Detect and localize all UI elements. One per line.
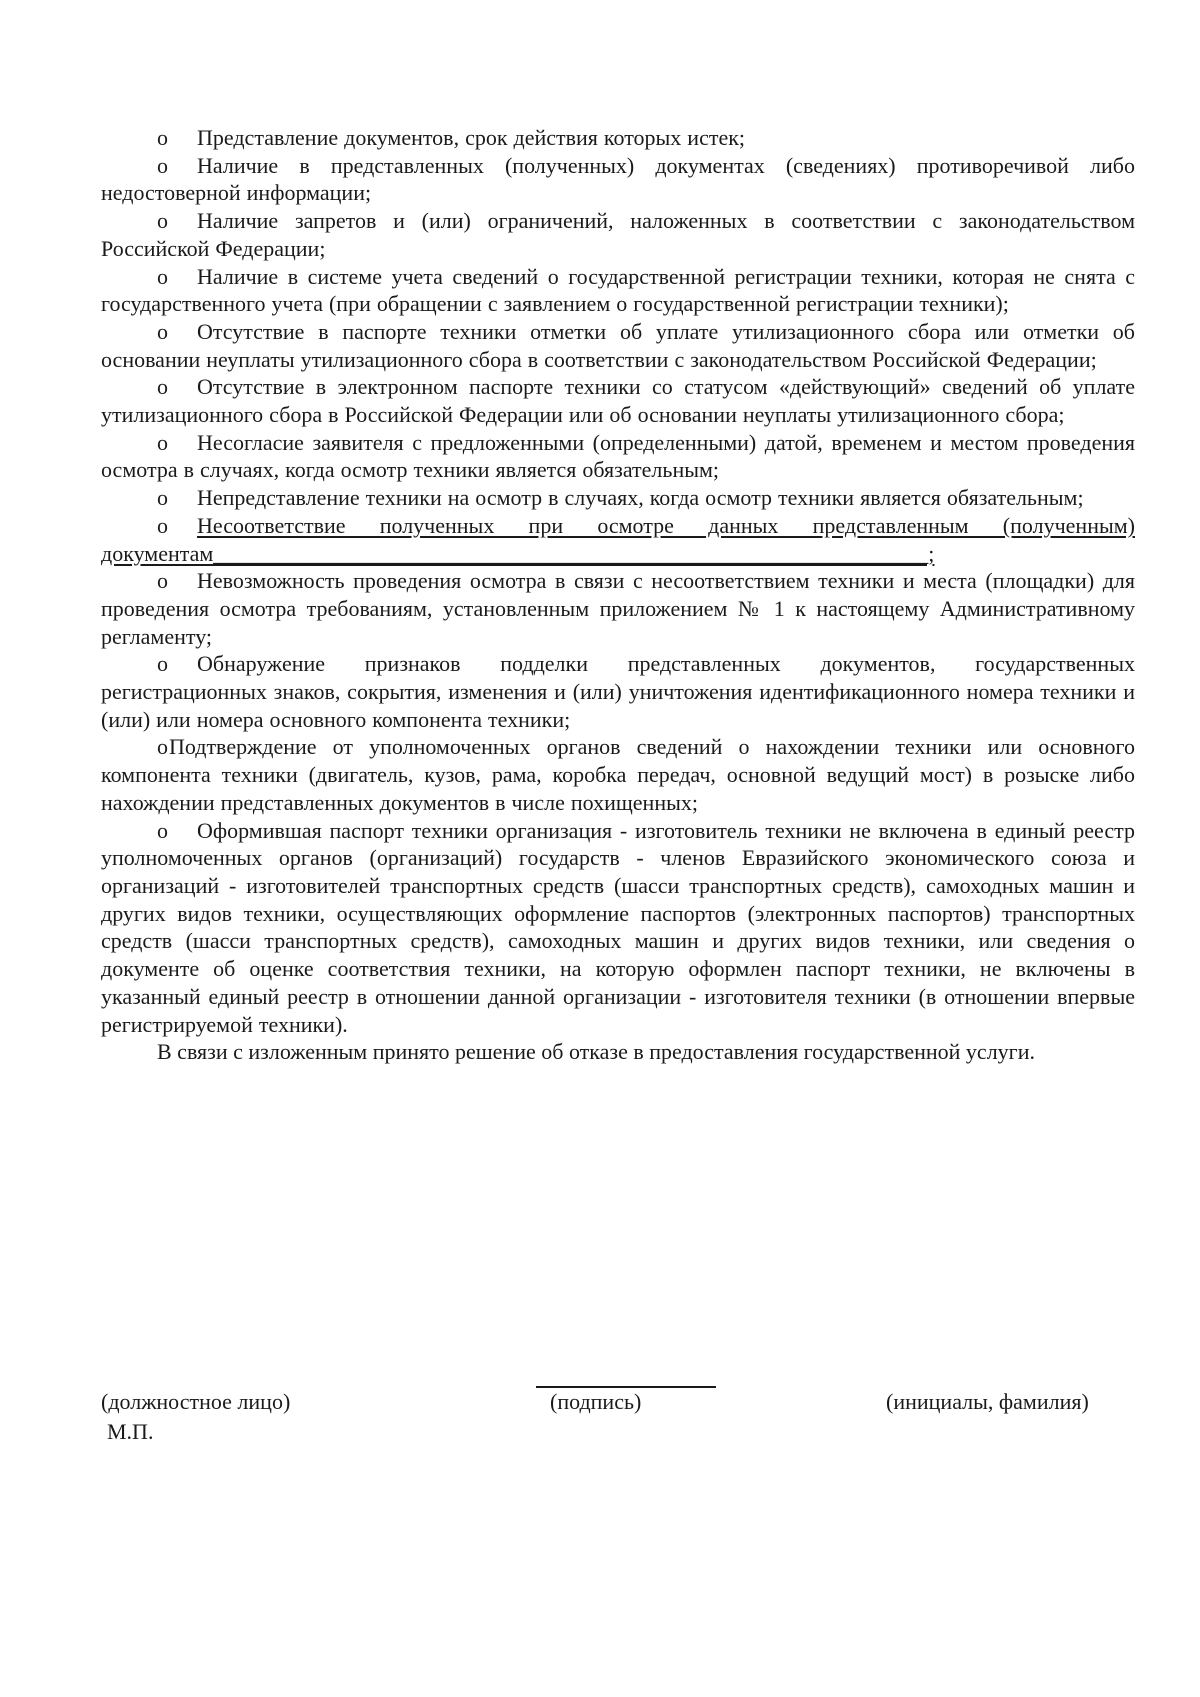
reason-text: Обнаружение признаков подделки представленных документов, государственных регистрационных знаков, сокрытия, изменения и (или) уничтожения идентификационного номера техники и (или) или номера основного компонента техники; <box>101 651 1135 732</box>
reason-text: Подтверждение от уполномоченных органов сведений о нахождении техники или основного компонента техники (двигатель, кузов, рама, коробка передач, основной ведущий мост) в розыске либо нахождении представленных документов в числе похищенных; <box>101 734 1135 815</box>
reason-item <box>101 650 1135 733</box>
official-label: (должностное лицо) <box>101 1389 291 1414</box>
reason-text: Невозможность проведения осмотра в связи с несоответствием техники и места (площадки) для проведения осмотра требованиям, установленным приложением № 1 к настоящему Административному регламенту; <box>101 568 1135 649</box>
reason-item <box>101 733 1135 816</box>
reason-text: Наличие запретов и (или) ограничений, наложенных в соответствии с законодательством Российской Федерации; <box>101 208 1135 261</box>
name-label: (инициалы, фамилия) <box>886 1389 1089 1414</box>
reason-text: Непредставление техники на осмотр в случаях, когда осмотр техники является обязательным; <box>197 485 1084 511</box>
bullet-marker: o <box>157 429 168 455</box>
bullet-marker: o <box>157 374 168 400</box>
bullet-marker: o <box>157 512 168 538</box>
reason-text: Представление документов, срок действия которых истек; <box>197 125 746 150</box>
reason-item <box>101 817 1135 1039</box>
bullet-marker: o <box>157 734 168 760</box>
bullet-marker: o <box>157 485 168 511</box>
bullet-marker: o <box>157 208 168 234</box>
reason-item <box>101 567 1135 650</box>
bullet-marker: o <box>157 817 168 843</box>
signature-line <box>536 1386 716 1388</box>
reason-text: Несогласие заявителя с предложенными (определенными) датой, временем и местом проведения осмотра в случаях, когда осмотр техники является обязательным; <box>101 429 1135 483</box>
bullet-marker: o <box>157 568 168 594</box>
signature-label: (подпись) <box>550 1389 642 1414</box>
bullet-marker: o <box>157 318 168 344</box>
reason-item <box>101 263 1135 318</box>
reason-item <box>101 318 1135 373</box>
reason-text-underlined: Несоответствие полученных при осмотре данных представленным (полученным) документам_________________________________________________________________; <box>101 512 1135 566</box>
conclusion-text: В связи с изложенным принято решение об отказе в предоставления государственной услуги. <box>157 1039 1035 1065</box>
reason-item <box>101 373 1135 428</box>
stamp-label: М.П. <box>107 1419 154 1444</box>
bullet-marker: o <box>157 125 168 150</box>
bullet-marker: o <box>157 263 168 289</box>
reason-item <box>101 484 1135 512</box>
reason-item <box>101 512 1135 567</box>
bullet-marker: o <box>157 651 168 677</box>
reason-text: Наличие в представленных (полученных) документах (сведениях) противоречивой либо недостоверной информации; <box>101 152 1135 206</box>
reason-text: Оформившая паспорт техники организация - изготовитель техники не включена в единый реестр уполномоченных органов (организаций) государств - членов Евразийского экономического союза и организаций - изготовителей транспортных средств (шасси транспортных средств), самоходных машин и других видов техники, осуществляющих оформление паспортов (электронных паспортов) транспортных средств (шасси транспортных средств), самоходных машин и других видов техники, или сведения о документе об оценке соответствия техники, на которую оформлен паспорт техники, не включены в указанный единый реестр в отношении данной организации - изготовителя техники (в отношении впервые регистрируемой техники). <box>101 817 1135 1037</box>
reason-text: Отсутствие в паспорте техники отметки об уплате утилизационного сбора или отметки об основании неуплаты утилизационного сбора в соответствии с законодательством Российской Федерации; <box>101 318 1135 372</box>
reason-text: Наличие в системе учета сведений о государственной регистрации техники, которая не снята с государственного учета (при обращении с заявлением о государственной регистрации техники); <box>101 263 1135 317</box>
document-body <box>101 124 1135 1066</box>
reason-item <box>101 207 1135 262</box>
reason-item <box>101 429 1135 484</box>
reason-text: Отсутствие в электронном паспорте техники со статусом «действующий» сведений об уплате утилизационного сбора в Российской Федерации или об основании неуплаты утилизационного сбора; <box>101 374 1135 428</box>
reason-item <box>101 124 1135 152</box>
bullet-marker: o <box>157 152 168 178</box>
reason-item <box>101 152 1135 207</box>
